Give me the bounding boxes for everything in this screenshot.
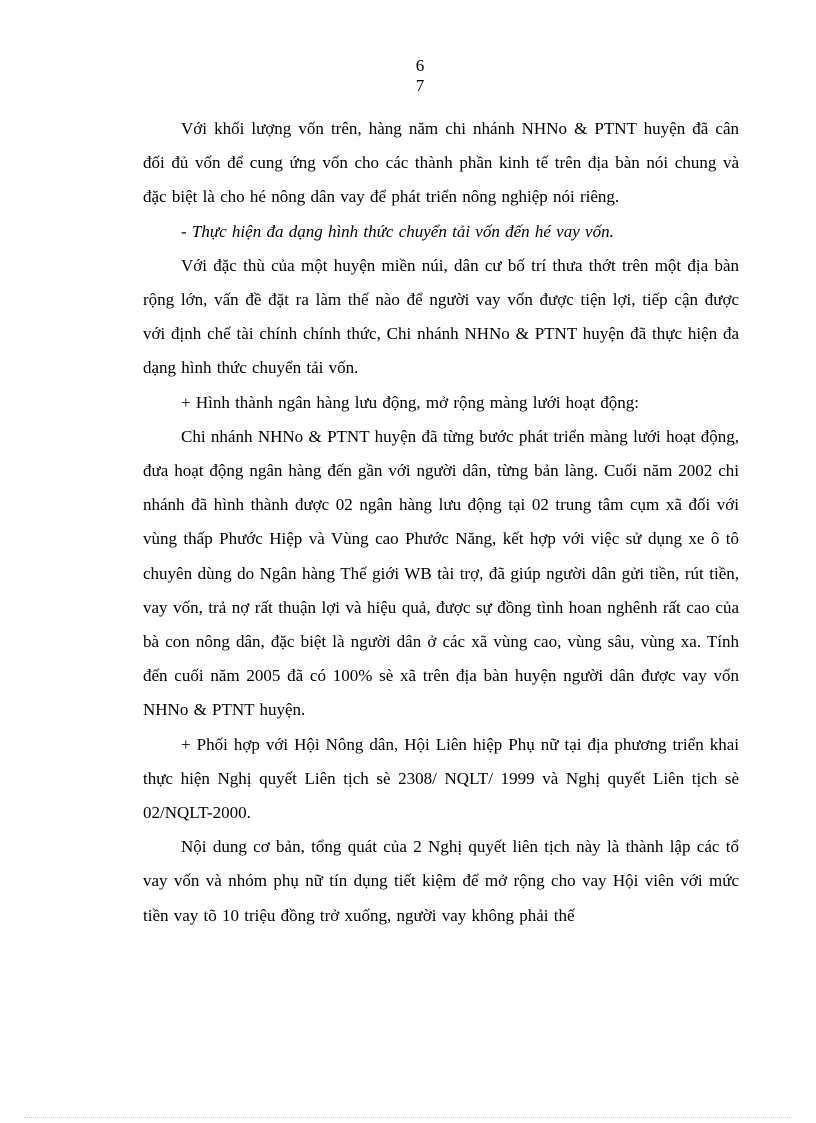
page-number-top: 6 [415, 56, 425, 75]
document-body [143, 112, 739, 933]
paragraph-heading-capital-transfer: - Thực hiện đa dạng hình thức chuyển tải vốn đến hé vay vốn. [181, 221, 614, 241]
page-bottom-divider [24, 1117, 792, 1118]
paragraph-coordination-heading: + Phối hợp với Hội Nông dân, Hội Liên hiệp Phụ nữ tại địa phương triển khai thực hiện Nghị quyết Liên tịch sè 2308/ NQLT/ 1999 và Nghị quyết Liên tịch sè 02/NQLT-2000. [143, 734, 739, 823]
paragraph-mountain-district: Với đặc thù của một huyện miền núi, dân cư bố trí thưa thớt trên một địa bàn rộng lớn, vấn đề đặt ra làm thế nào để người vay vốn được tiện lợi, tiếp cận được với định chế tài chính chính thức, Chi nhánh NHNo & PTNT huyện đã thực hiện đa dạng hình thức chuyển tải vốn. [143, 255, 739, 378]
paragraph-branch-network: Chi nhánh NHNo & PTNT huyện đã từng bước phát triển màng lưới hoạt động, đưa hoạt động ngân hàng đến gần với người dân, từng bản làng. Cuối năm 2002 chi nhánh đã hình thành được 02 ngân hàng lưu động tại 02 trung tâm cụm xã đối với vùng thấp Phước Hiệp và Vùng cao Phước Năng, kết hợp với việc sử dụng xe ô tô chuyên dùng do Ngân hàng Thế giới WB tài trợ, đã giúp người dân gửi tiền, rút tiền, vay vốn, trả nợ rất thuận lợi và hiệu quả, được sự đồng tình hoan nghênh rất cao của bà con nông dân, đặc biệt là người dân ở các xã vùng cao, vùng sâu, vùng xa. Tính đến cuối năm 2005 đã có 100% sè xã trên địa bàn huyện người dân được vay vốn NHNo & PTNT huyện. [143, 426, 739, 720]
paragraph-capital-balance: Với khối lượng vốn trên, hàng năm chi nhánh NHNo & PTNT huyện đã cân đối đủ vốn để cung ứng vốn cho các thành phần kinh tế trên địa bàn nói chung và đặc biệt là cho hé nông dân vay để phát triển nông nghiệp nói riêng. [143, 119, 739, 207]
page-number-bottom: 7 [415, 76, 425, 95]
paragraph-mobile-bank-heading: + Hình thành ngân hàng lưu động, mở rộng màng lưới hoạt động: [181, 392, 639, 412]
paragraph-resolution-content: Nội dung cơ bản, tổng quát của 2 Nghị quyết liên tịch này là thành lập các tổ vay vốn và nhóm phụ nữ tín dụng tiết kiệm để mở rộng cho vay Hội viên với mức tiền vay tõ 10 triệu đồng trở xuống, người vay không phải thế [143, 837, 739, 925]
